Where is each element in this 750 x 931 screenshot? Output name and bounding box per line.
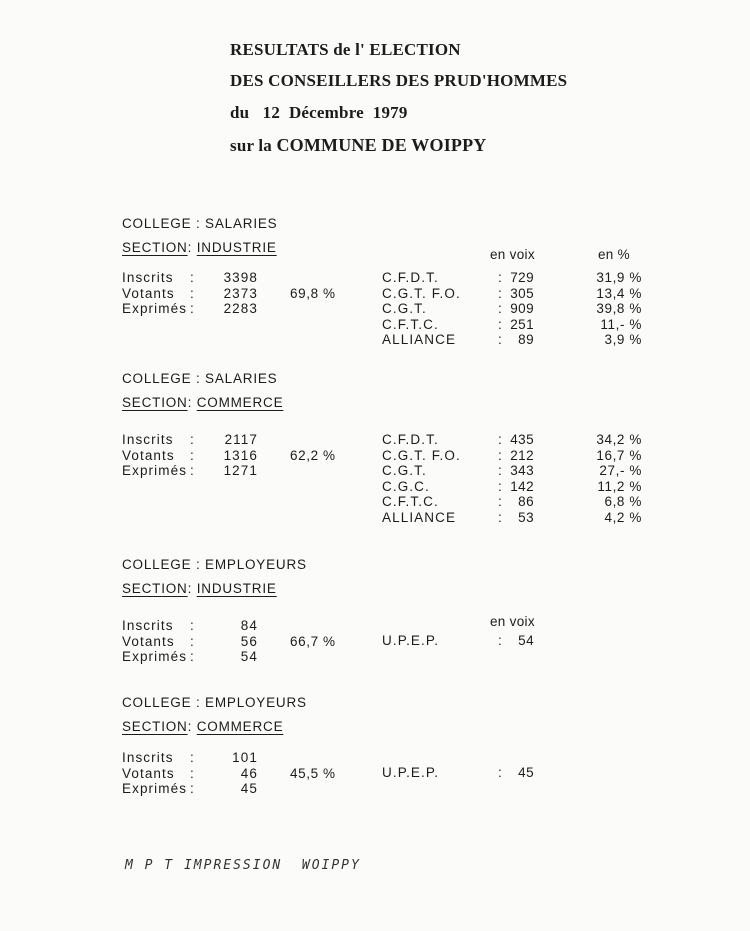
- result-colon: :: [498, 765, 503, 780]
- stat-label: Votants: [122, 447, 175, 463]
- stat-label: Exprimés: [122, 781, 188, 796]
- result-voix: 305: [510, 285, 534, 301]
- college-value: SALARIES: [205, 216, 278, 231]
- result-name: C.F.T.C.: [382, 316, 439, 332]
- result-voix: 343: [510, 463, 534, 478]
- stat-value: 54: [240, 649, 258, 664]
- stat-value: 101: [232, 750, 258, 765]
- result-name: U.P.E.P.: [382, 765, 440, 780]
- header-en-voix: en voix: [490, 614, 535, 629]
- stat-value: 2283: [223, 301, 258, 316]
- college-label: COLLEGE: [122, 216, 192, 231]
- stat-colon: :: [190, 765, 195, 781]
- section-value: INDUSTRIE: [196, 581, 277, 596]
- stat-label: Votants: [122, 633, 175, 649]
- participation-rate: 62,2 %: [290, 447, 336, 463]
- stat-colon: :: [190, 447, 195, 463]
- result-voix: 729: [510, 270, 534, 285]
- stat-colon: :: [190, 781, 195, 796]
- result-name: C.G.T.: [382, 463, 427, 478]
- title-line-2: DES CONSEILLERS DES PRUD'HOMMES: [230, 71, 568, 90]
- result-colon: :: [498, 270, 503, 285]
- result-pct: 11,2 %: [597, 478, 642, 494]
- result-name: C.F.T.C.: [382, 494, 439, 509]
- stat-value: 84: [240, 618, 258, 633]
- college-label: COLLEGE: [122, 371, 192, 386]
- stat-colon: :: [190, 649, 195, 664]
- result-colon: :: [498, 432, 503, 447]
- result-name: C.G.T. F.O.: [382, 447, 461, 463]
- stat-value: 46: [240, 765, 258, 781]
- result-voix: 89: [518, 332, 534, 347]
- result-pct: 4,2 %: [604, 509, 642, 525]
- college-line: COLLEGE : SALARIES: [122, 371, 278, 386]
- title-line-4: [230, 135, 487, 156]
- stat-value: 56: [240, 633, 258, 649]
- stat-value: 45: [240, 781, 258, 796]
- participation-rate: 45,5 %: [290, 765, 336, 781]
- title-line-3: du 12 Décembre 1979: [230, 103, 408, 122]
- result-pct: 11,- %: [600, 316, 642, 332]
- stat-label: Inscrits: [122, 432, 174, 447]
- participation-rate: 69,8 %: [290, 285, 336, 301]
- section-line: SECTION: COMMERCE: [122, 395, 284, 410]
- result-voix: 142: [510, 478, 534, 494]
- section-label: SECTION: [122, 581, 188, 596]
- result-name: ALLIANCE: [382, 509, 457, 525]
- result-voix: 86: [518, 494, 534, 509]
- header-en-voix: en voix: [490, 247, 535, 262]
- result-colon: :: [498, 316, 503, 332]
- result-colon: :: [498, 494, 503, 509]
- stat-value: 1271: [223, 463, 258, 478]
- title-line-4-main: COMMUNE DE WOIPPY: [276, 135, 487, 155]
- stat-value: 2117: [224, 432, 258, 447]
- result-voix: 212: [510, 447, 534, 463]
- result-pct: 3,9 %: [604, 332, 642, 347]
- college-label: COLLEGE: [122, 695, 192, 710]
- result-voix: 45: [518, 765, 534, 780]
- section-line: SECTION: INDUSTRIE: [122, 581, 277, 596]
- college-value: SALARIES: [205, 371, 278, 386]
- result-voix: 53: [518, 509, 534, 525]
- stat-label: Votants: [122, 285, 175, 301]
- section-label: SECTION: [122, 719, 188, 734]
- result-pct: 27,- %: [599, 463, 642, 478]
- result-name: C.F.D.T.: [382, 270, 439, 285]
- stat-colon: :: [190, 618, 195, 633]
- stat-value: 3398: [223, 270, 258, 285]
- result-colon: :: [498, 285, 503, 301]
- stat-colon: :: [190, 432, 195, 447]
- participation-rate: 66,7 %: [290, 633, 336, 649]
- stat-label: Inscrits: [122, 750, 174, 765]
- stat-label: Exprimés: [122, 649, 188, 664]
- result-name: U.P.E.P.: [382, 633, 440, 648]
- result-colon: :: [498, 478, 503, 494]
- result-pct: 39,8 %: [596, 301, 642, 316]
- result-colon: :: [498, 332, 503, 347]
- result-pct: 13,4 %: [596, 285, 642, 301]
- result-pct: 34,2 %: [596, 432, 642, 447]
- result-voix: 909: [510, 301, 534, 316]
- stat-value: 2373: [223, 285, 258, 301]
- section-label: SECTION: [122, 395, 188, 410]
- section-value: COMMERCE: [196, 395, 284, 410]
- result-pct: 16,7 %: [596, 447, 642, 463]
- header-en-pct: en %: [598, 247, 630, 262]
- result-colon: :: [498, 509, 503, 525]
- result-pct: 6,8 %: [604, 494, 642, 509]
- section-label: SECTION: [122, 240, 188, 255]
- title-line-4-prefix: sur la: [230, 136, 272, 155]
- stat-label: Inscrits: [122, 270, 174, 285]
- result-voix: 435: [510, 432, 534, 447]
- result-colon: :: [498, 301, 503, 316]
- printer-credit: M P T IMPRESSION WOIPPY: [125, 858, 361, 873]
- stat-label: Votants: [122, 765, 175, 781]
- stat-colon: :: [190, 301, 195, 316]
- result-colon: :: [498, 463, 503, 478]
- stat-label: Exprimés: [122, 301, 188, 316]
- result-name: C.G.T. F.O.: [382, 285, 461, 301]
- stat-colon: :: [190, 633, 195, 649]
- stat-label: Inscrits: [122, 618, 174, 633]
- stat-colon: :: [190, 750, 195, 765]
- section-line: SECTION: COMMERCE: [122, 719, 284, 734]
- stat-colon: :: [190, 463, 195, 478]
- result-name: ALLIANCE: [382, 332, 457, 347]
- title-line-1: RESULTATS de l' ELECTION: [230, 40, 461, 59]
- result-pct: 31,9 %: [596, 270, 642, 285]
- college-label: COLLEGE: [122, 557, 192, 572]
- result-voix: 251: [510, 316, 534, 332]
- section-line: SECTION: INDUSTRIE: [122, 240, 277, 255]
- college-line: COLLEGE : EMPLOYEURS: [122, 695, 307, 710]
- stat-value: 1316: [223, 447, 258, 463]
- college-value: EMPLOYEURS: [205, 695, 307, 710]
- college-line: COLLEGE : EMPLOYEURS: [122, 557, 307, 572]
- result-name: C.F.D.T.: [382, 432, 439, 447]
- stat-colon: :: [190, 285, 195, 301]
- college-line: COLLEGE : SALARIES: [122, 216, 278, 231]
- result-name: C.G.C.: [382, 478, 430, 494]
- result-voix: 54: [518, 633, 534, 648]
- stat-label: Exprimés: [122, 463, 188, 478]
- result-colon: :: [498, 447, 503, 463]
- result-colon: :: [498, 633, 503, 648]
- result-name: C.G.T.: [382, 301, 427, 316]
- stat-colon: :: [190, 270, 195, 285]
- section-value: COMMERCE: [196, 719, 284, 734]
- college-value: EMPLOYEURS: [205, 557, 307, 572]
- section-value: INDUSTRIE: [196, 240, 277, 255]
